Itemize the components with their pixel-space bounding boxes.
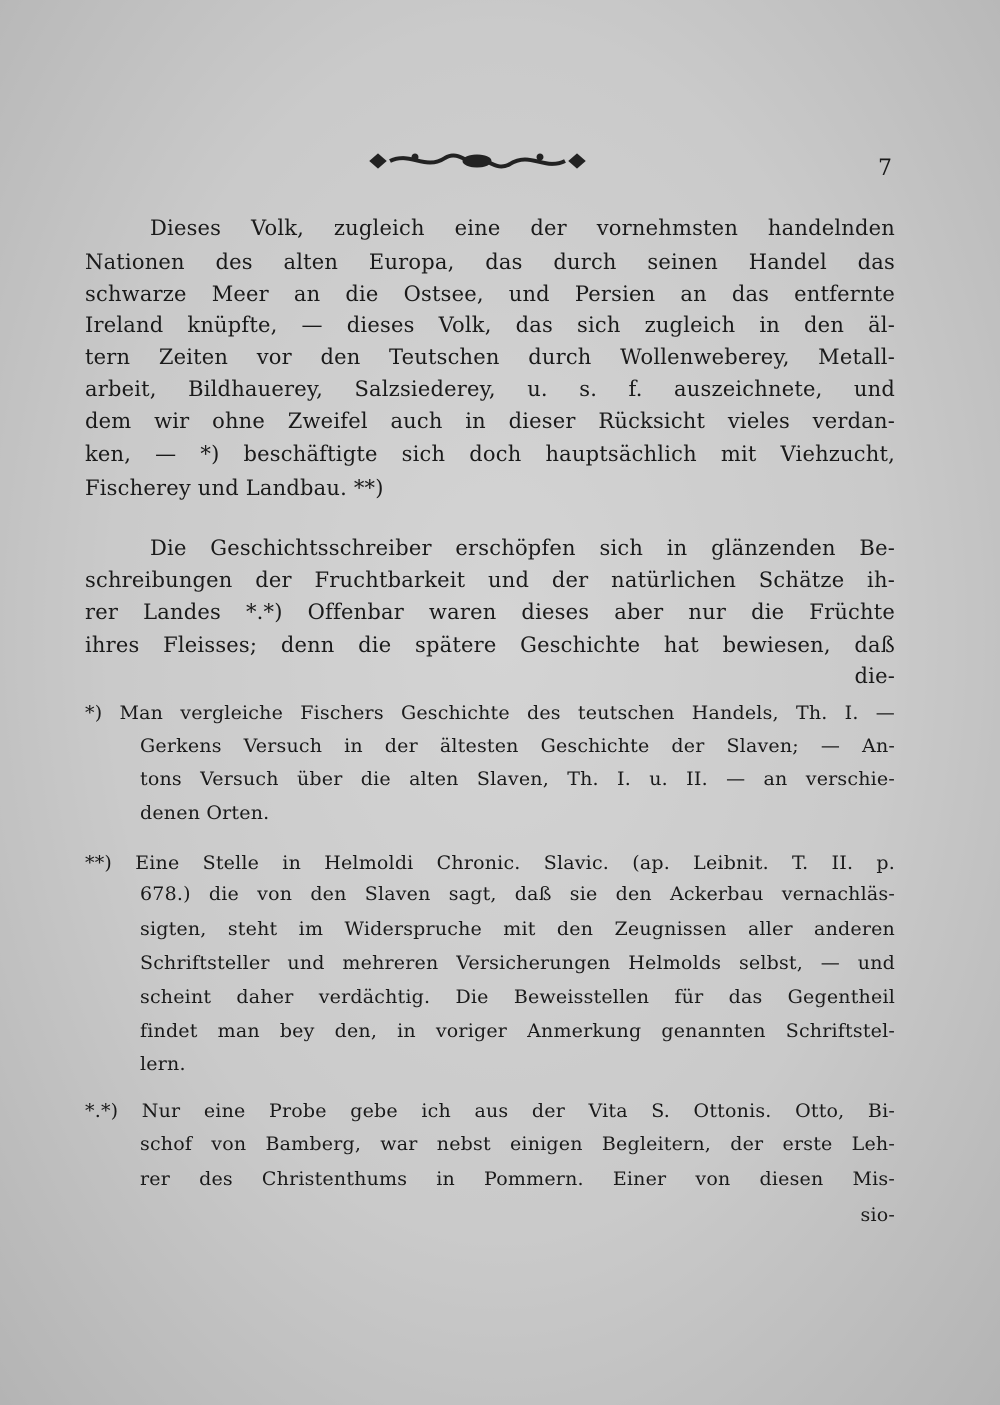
paragraph-line: ken, — *) beschäftigte sich doch hauptsächlich mit Viehzucht, <box>85 442 895 466</box>
footnote-line: lern. <box>140 1053 186 1075</box>
footnote-line: *) Man vergleiche Fischers Geschichte des teutschen Handels, Th. I. — <box>85 702 895 724</box>
paragraph-line: Nationen des alten Europa, das durch seinen Handel das <box>85 250 895 274</box>
footnote-line: rer des Christenthums in Pommern. Einer von diesen Mis- <box>140 1168 895 1190</box>
footnote-line: scheint daher verdächtig. Die Beweisstellen für das Gegentheil <box>140 986 895 1008</box>
headpiece-ornament <box>365 146 590 176</box>
paragraph-line: schwarze Meer an die Ostsee, und Persien an das entfernte <box>85 282 895 306</box>
paragraph-line: Dieses Volk, zugleich eine der vornehmsten handelnden <box>150 216 895 240</box>
footnote-line: schof von Bamberg, war nebst einigen Begleitern, der erste Leh- <box>140 1133 895 1155</box>
paragraph-line: Ireland knüpfte, — dieses Volk, das sich zugleich in den äl- <box>85 313 895 337</box>
paragraph-line: ihres Fleisses; denn die spätere Geschichte hat bewiesen, daß <box>85 633 895 657</box>
footnote-line: *.*) Nur eine Probe gebe ich aus der Vita S. Ottonis. Otto, Bi- <box>85 1100 895 1122</box>
paragraph-line: tern Zeiten vor den Teutschen durch Wollenweberey, Metall- <box>85 345 895 369</box>
footnote-line: denen Orten. <box>140 802 270 824</box>
paragraph-line: Fischerey und Landbau. **) <box>85 476 384 500</box>
footnote-line: Schriftsteller und mehreren Versicherungen Helmolds selbst, — und <box>140 952 895 974</box>
paragraph-line: rer Landes *.*) Offenbar waren dieses aber nur die Früchte <box>85 600 895 624</box>
footnote-line: sio- <box>860 1204 895 1226</box>
footnote-line: 678.) die von den Slaven sagt, daß sie den Ackerbau vernachläs- <box>140 883 895 905</box>
paragraph-line: Die Geschichtsschreiber erschöpfen sich in glänzenden Be- <box>150 536 895 560</box>
paragraph-line: die- <box>854 664 895 688</box>
paragraph-line: schreibungen der Fruchtbarkeit und der natürlichen Schätze ih- <box>85 568 895 592</box>
footnote-line: findet man bey den, in voriger Anmerkung genannten Schriftstel- <box>140 1020 895 1042</box>
page-number: 7 <box>878 156 892 181</box>
footnote-line: sigten, steht im Widerspruche mit den Zeugnissen aller anderen <box>140 918 895 940</box>
footnote-line: **) Eine Stelle in Helmoldi Chronic. Slavic. (ap. Leibnit. T. II. p. <box>85 852 895 874</box>
paragraph-line: dem wir ohne Zweifel auch in dieser Rücksicht vieles verdan- <box>85 409 895 433</box>
footnote-line: tons Versuch über die alten Slaven, Th. I. u. II. — an verschie- <box>140 768 895 790</box>
paragraph-line: arbeit, Bildhauerey, Salzsiederey, u. s. f. auszeichnete, und <box>85 377 895 401</box>
footnote-line: Gerkens Versuch in der ältesten Geschichte der Slaven; — An- <box>140 735 895 757</box>
